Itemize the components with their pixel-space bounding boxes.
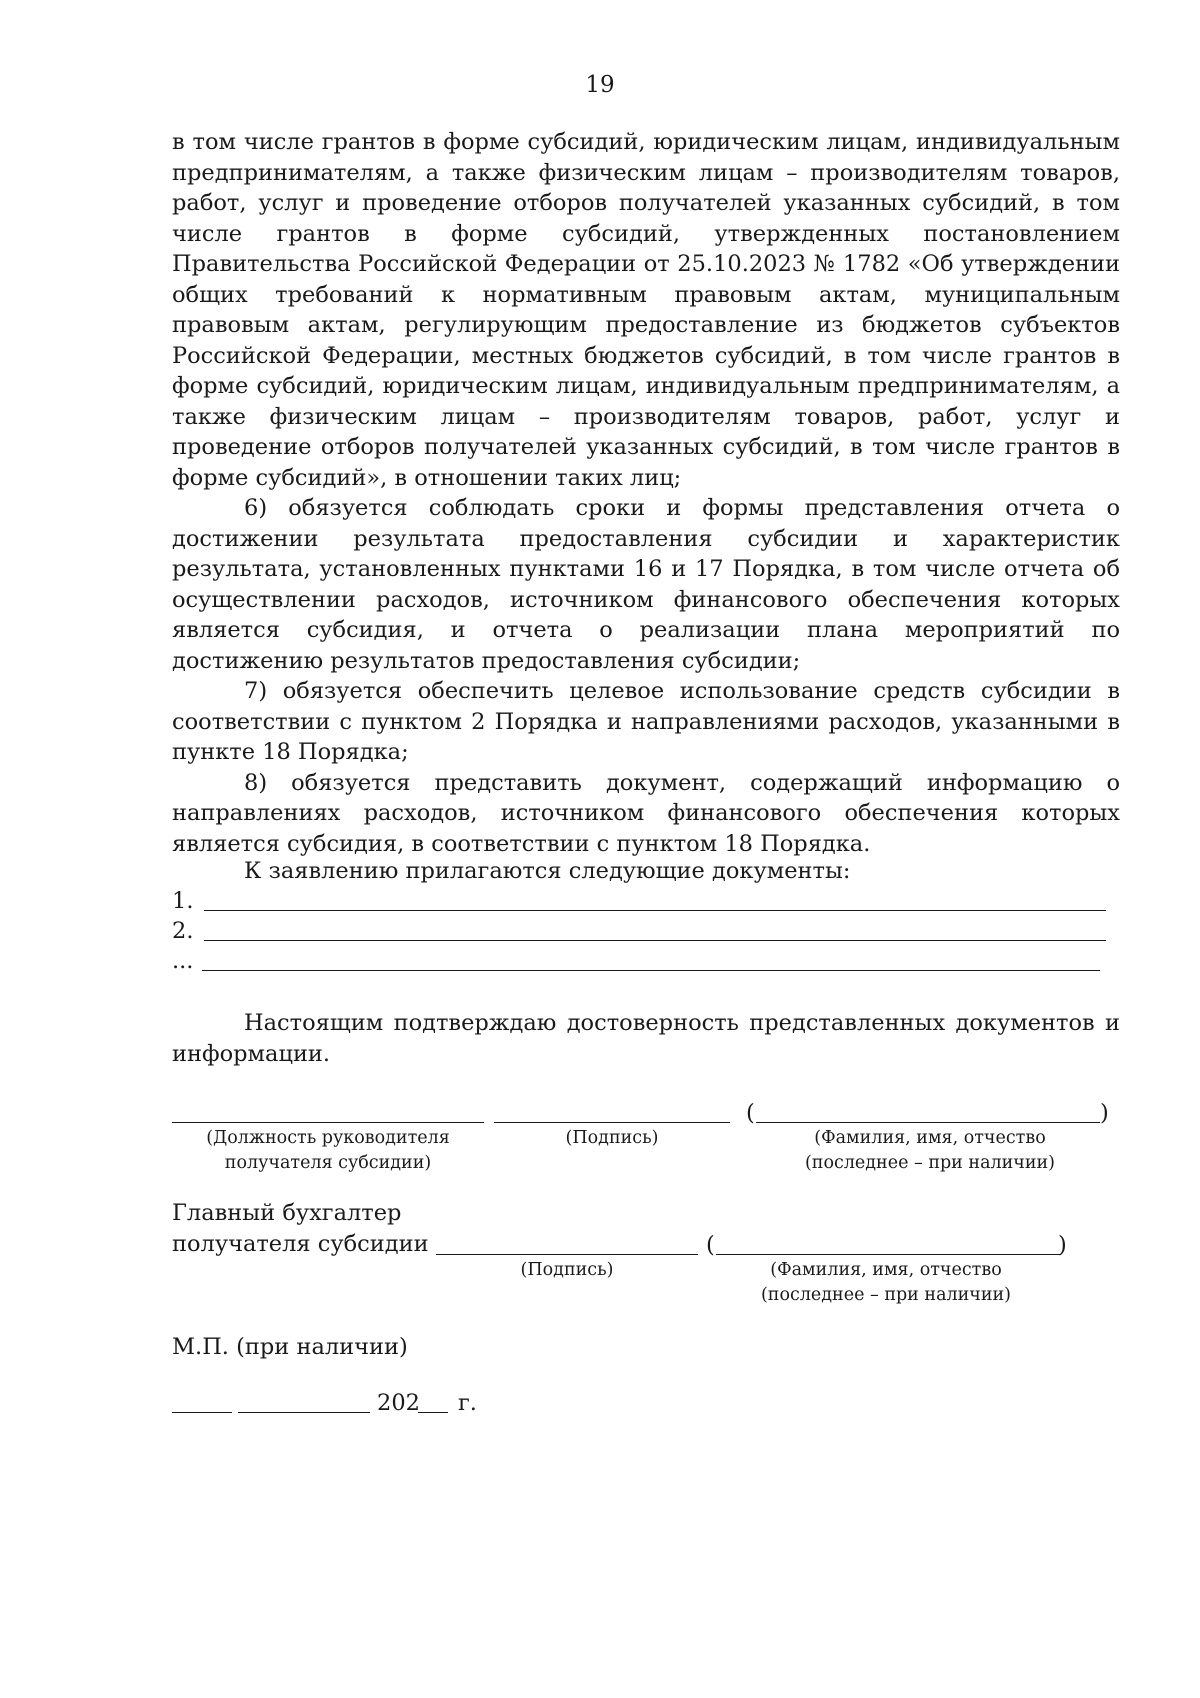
date-day-line [172, 1412, 232, 1413]
date-month-line [238, 1412, 370, 1413]
paragraph-item-7: 7) обязуется обеспечить целевое использование средств субсидии в соответствии с пунктом 2 Порядка и направлениями расходов, указанными в пункте 18 Порядка; [172, 678, 1120, 765]
attachment-number: 1. [172, 888, 194, 914]
accountant-name-line [716, 1254, 1060, 1255]
accountant-title-1: Главный бухгалтер [172, 1200, 402, 1226]
accountant-signature-line [436, 1254, 698, 1255]
paragraph-item-6: 6) обязуется соблюдать сроки и формы представления отчета о достижении результата предоставления субсидии и характеристик результата, установленных пунктами 16 и 17 Порядка, в том числе отчета об осуществлении расходов, источником финансового обеспечения которых является субсидия, и отчета о реализации плана мероприятий по достижению результатов предоставления субсидии; [172, 495, 1120, 674]
signature-line [494, 1122, 730, 1123]
attachment-item-more [172, 946, 1120, 976]
name-line [756, 1122, 1100, 1123]
open-paren: ( [706, 1232, 715, 1258]
position-caption: (Должность руководителя получателя субсидии) [206, 1128, 450, 1173]
paragraph-item-8: 8) обязуется представить документ, содержащий информацию о направлениях расходов, источником финансового обеспечения которых является субсидия, в соответствии с пунктом 18 Порядка. [172, 769, 1120, 857]
attachment-line [202, 970, 1100, 971]
name-caption: (Фамилия, имя, отчество (последнее – при наличии) [804, 1128, 1056, 1173]
page-number: 19 [585, 72, 615, 98]
accountant-title-2: получателя субсидии [172, 1231, 429, 1257]
close-paren: ) [1058, 1232, 1067, 1258]
date-year-line [418, 1412, 448, 1413]
date-year-prefix: 202 [377, 1390, 420, 1416]
attachment-line [204, 940, 1106, 941]
date-year-suffix: г. [458, 1390, 477, 1416]
paragraph-continuation: в том числе грантов в форме субсидий, юридическим лицам, индивидуальным предпринимателям, а также физическим лицам – производителям товаров, работ, услуг и проведение отборов получателей указанных субсидий, в том числе грантов в форме субсидий, утвержденных постановлением Правительства Российской Федерации от 25.10.2023 № 1782 «Об утверждении общих требований к нормативным правовым актам, муниципальным правовым актам, регулирующим предоставление из бюджетов субъектов Российской Федерации, местных бюджетов субсидий, в том числе грантов в форме субсидий, юридическим лицам, индивидуальным предпринимателям, а также физическим лицам – производителям товаров, работ, услуг и проведение отборов получателей указанных субсидий, в том числе грантов в форме субсидий», в отношении таких лиц; [172, 129, 1120, 491]
attachment-line [204, 910, 1106, 911]
accountant-name-caption: (Фамилия, имя, отчество (последнее – при наличии) [760, 1260, 1012, 1305]
body-text [172, 127, 1120, 859]
attachments-title: К заявлению прилагаются следующие документы: [244, 858, 851, 884]
close-paren: ) [1100, 1100, 1109, 1126]
accountant-signature-caption: (Подпись) [520, 1260, 614, 1280]
attachment-number: 2. [172, 918, 194, 944]
attachment-item-2 [172, 916, 1120, 946]
position-line [172, 1122, 484, 1123]
confirmation-text: Настоящим подтверждаю достоверность представленных документов и информации. [172, 1010, 1120, 1067]
attachment-number: ... [172, 948, 194, 974]
open-paren: ( [746, 1100, 755, 1126]
signature-caption: (Подпись) [565, 1128, 659, 1148]
attachment-item-1 [172, 886, 1120, 916]
stamp-label: М.П. (при наличии) [172, 1334, 408, 1360]
